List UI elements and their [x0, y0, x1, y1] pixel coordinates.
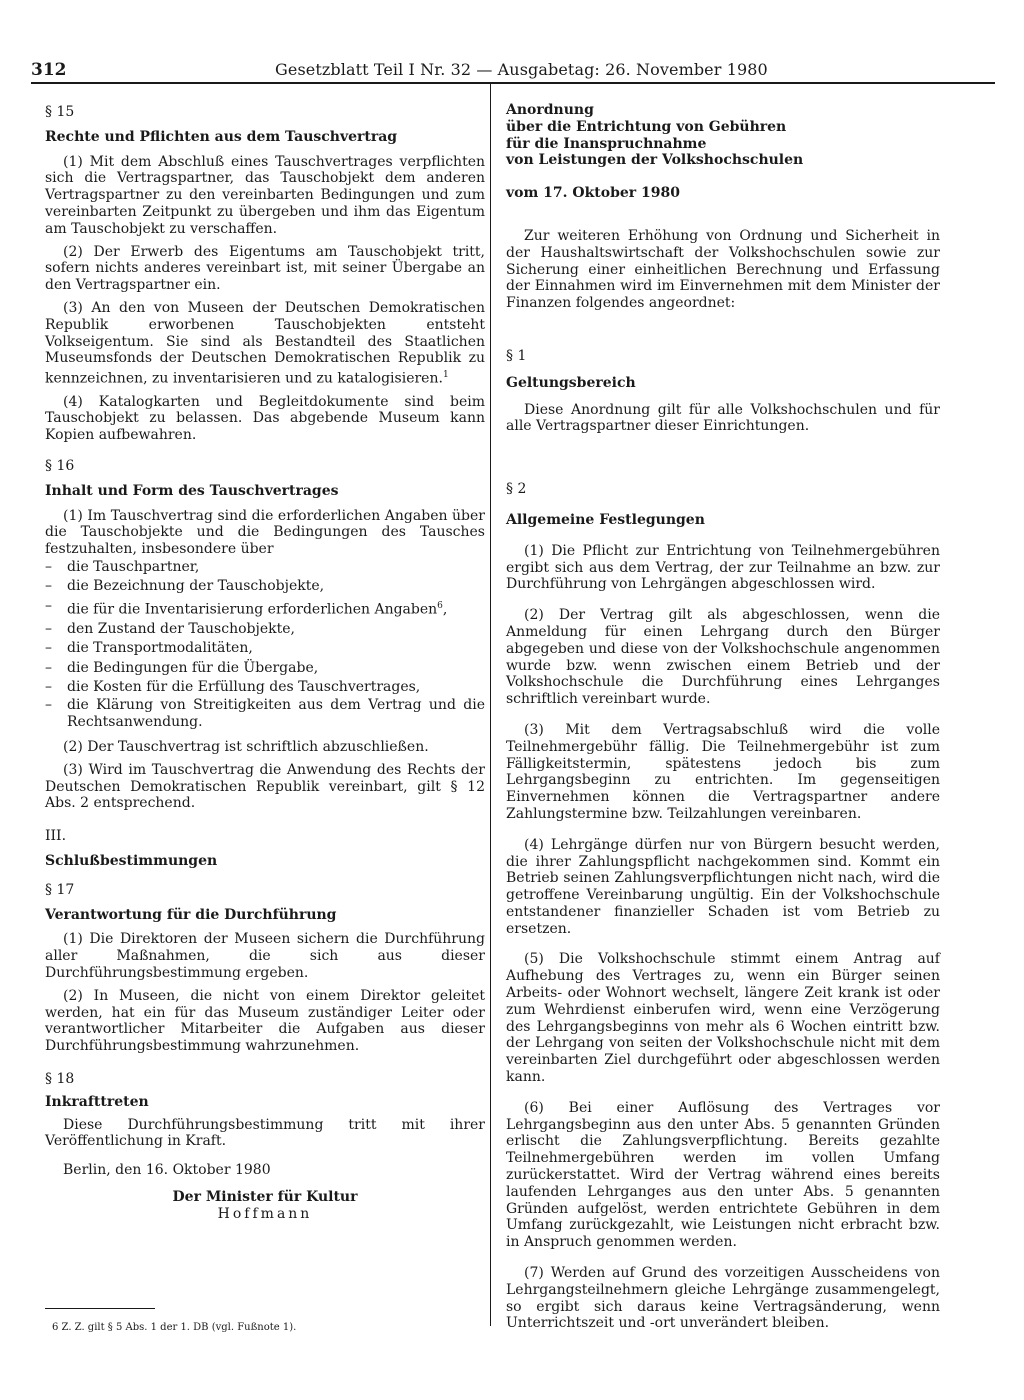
paragraph-16-1: (1) Im Tauschvertrag sind die erforderlichen Angaben über die Tauschobjekte und die Bedingungen des Tausches festzuhalten, insbesondere über [45, 507, 485, 558]
paragraph-17-2: (2) In Museen, die nicht von einem Direktor geleitet werden, hat ein für das Museum zuständiger Leiter oder verantwortlicher Mitarbeiter die Aufgaben aus dieser Durchführungsbestimmung wahrzunehmen. [45, 987, 485, 1055]
paragraph-18-1: Diese Durchführungsbestimmung tritt mit ihrer Veröffentlichung in Kraft. [45, 1116, 485, 1150]
paragraph-15-4: (4) Katalogkarten und Begleitdokumente sind beim Tauschobjekt zu belassen. Das abgebende Museum kann Kopien aufbewahren. [45, 393, 485, 444]
place-date: Berlin, den 16. Oktober 1980 [63, 1162, 271, 1179]
section-number-16: § 16 [45, 458, 75, 474]
page-number: 312 [31, 60, 67, 80]
section-number-17: § 17 [45, 881, 75, 898]
paragraph-16-2: (2) Der Tauschvertrag ist schriftlich abzuschließen. [63, 739, 429, 756]
tausch-items-list [45, 558, 485, 731]
footnote-ref-1: 1 [442, 370, 449, 381]
anordnung-title-line-1: Anordnung [506, 102, 594, 118]
list-item: – den Zustand der Tauschobjekte, [45, 620, 485, 639]
paragraph-16-3: (3) Wird im Tauschvertrag die Anwendung des Rechts der Deutschen Demokratischen Republik vereinbart, gilt § 12 Abs. 2 entsprechend. [45, 761, 485, 812]
paragraph-17-1: (1) Die Direktoren der Museen sichern die Durchführung aller Maßnahmen, die sich aus dieser Durchführungsbestimmung ergeben. [45, 931, 485, 982]
page-header-title: Gesetzblatt Teil I Nr. 32 — Ausgabetag: 26. November 1980 [275, 60, 768, 79]
section-title-2: Allgemeine Festlegungen [506, 511, 705, 528]
anordnung-date: vom 17. Oktober 1980 [506, 185, 681, 202]
signature-name: Hoffmann [217, 1205, 313, 1222]
section-title-18: Inkrafttreten [45, 1093, 149, 1110]
paragraph-2-1: (1) Die Pflicht zur Entrichtung von Teilnehmergebühren ergibt sich aus dem Vertrag, der zur Teilnahme an bzw. zur Durchführung von Lehrgängen abgeschlossen wird. [506, 542, 940, 593]
footnote-rule [45, 1308, 155, 1309]
paragraph-1: Diese Anordnung gilt für alle Volkshochschulen und für alle Vertragspartner dieser Einrichtungen. [506, 401, 940, 435]
section-title-17: Verantwortung für die Durchführung [45, 906, 337, 923]
paragraph-2-7: (7) Werden auf Grund des vorzeitigen Ausscheidens von Lehrgangsteilnehmern gleiche Lehrgänge zusammengelegt, so ergibt sich daraus keine Vertragsänderung, wenn Unterrichtszeit und -ort unverändert bleiben. [506, 1265, 940, 1332]
paragraph-2-4: (4) Lehrgänge dürfen nur von Bürgern besucht werden, die ihrer Zahlungspflicht nachgekommen sind. Kommt ein Betrieb seinen Zahlungsverpflichtungen nicht nach, wird die getroffene Vereinbarung ungültig. Ein der Volkshochschule entstandener finanzieller Schaden ist vom Betrieb zu ersetzen. [506, 836, 940, 937]
list-item: – die Kosten für die Erfüllung des Tauschvertrages, [45, 678, 485, 697]
footnote: 6 Z. Z. gilt § 5 Abs. 1 der 1. DB (vgl. Fußnote 1). [52, 1322, 297, 1333]
list-item: – die für die Inventarisierung erforderlichen Angaben$^6$, [45, 597, 485, 620]
part-number-3: III. [45, 828, 67, 845]
signature-org: Der Minister für Kultur [172, 1189, 358, 1206]
paragraph-2-5: (5) Die Volkshochschule stimmt einem Antrag auf Aufhebung des Vertrages zu, wenn ein Bürger seinen Arbeits- oder Wohnort wechselt, längere Zeit krank ist oder zum Wehrdienst einberufen wird, wenn eine Verzögerung des Lehrgangsbeginns von mehr als 6 Wochen eintritt bzw. der Lehrgang von seiten der Volkshochschule nicht mit dem vereinbarten Ziel durchgeführt oder abgeschlossen werden kann. [506, 951, 940, 1086]
section-number-18: § 18 [45, 1071, 75, 1088]
section-title-16: Inhalt und Form des Tauschvertrages [45, 482, 339, 499]
section-number-15: § 15 [45, 104, 75, 120]
paragraph-2-6: (6) Bei einer Auflösung des Vertrages vor Lehrgangsbeginn aus den unter Abs. 5 genannten Gründen erlischt die Zahlungsverpflichtung. Bereits gezahlte Teilnehmergebühren werden im vollen Umfang zurückerstattet. Wird der Vertrag während eines bereits laufenden Lehrganges aus den unter Abs. 5 genannten Gründen aufgelöst, werden entrichtete Gebühren in dem Umfang zurückgezahlt, wie Leistungen nicht erbracht bzw. in Anspruch genommen werden. [506, 1099, 940, 1251]
paragraph-15-3: (3) An den von Museen der Deutschen Demokratischen Republik erworbenen Tauschobjekten entsteht Volkseigentum. Sie sind als Bestandteil des Staatlichen Museumsfonds der Deutschen Demokratischen Republik zu kennzeichnen, zu inventarisieren und zu katalogisieren.$^1$ [45, 299, 485, 387]
list-item: – die Transportmodalitäten, [45, 639, 485, 658]
section-number-1: § 1 [506, 347, 527, 364]
anordnung-title-line-2: über die Entrichtung von Gebühren [506, 118, 787, 135]
left-column [45, 96, 485, 1223]
footnote-ref-6: 6 [437, 600, 443, 611]
header-rule [31, 82, 995, 84]
signature-block [45, 1189, 485, 1223]
anordnung-title-line-3: für die Inanspruchnahme [506, 135, 707, 152]
section-title-1: Geltungsbereich [506, 374, 636, 391]
paragraph-2-2: (2) Der Vertrag gilt als abgeschlossen, wenn die Anmeldung für einen Lehrgang durch den Bürger abgegeben und diese von der Volkshochschule angenommen wurde bzw. wenn zwischen einem Betrieb und der Volkshochschule die Durchführung eines Lehrganges schriftlich vereinbart wurde. [506, 607, 940, 708]
section-number-2: § 2 [506, 481, 527, 498]
list-item: – die Bedingungen für die Übergabe, [45, 659, 485, 678]
anordnung-title-line-4: von Leistungen der Volkshochschulen [506, 152, 804, 169]
list-item: – die Bezeichnung der Tauschobjekte, [45, 577, 485, 596]
list-item: – die Tauschpartner, [45, 558, 485, 577]
paragraph-15-1: (1) Mit dem Abschluß eines Tauschvertrages verpflichten sich die Vertragspartner, das Tauschobjekt dem anderen Vertragspartner zu den vereinbarten Bedingungen und zum vereinbarten Zeitpunkt zu übergeben und ihm das Eigentum am Tauschobjekt zu verschaffen. [45, 153, 485, 237]
paragraph-2-3: (3) Mit dem Vertragsabschluß wird die volle Teilnehmergebühr fällig. Die Teilnehmergebühr ist zum Fälligkeitstermin, spätestens jedoch bis zum Lehrgangsbeginn zu entrichten. Im gegenseitigen Einvernehmen können die Vertragspartner andere Zahlungstermine bzw. Teilzahlungen vereinbaren. [506, 721, 940, 822]
column-divider [490, 84, 491, 1326]
section-title-15: Rechte und Pflichten aus dem Tauschvertrag [45, 128, 398, 145]
paragraph-15-2: (2) Der Erwerb des Eigentums am Tauschobjekt tritt, sofern nichts anderes vereinbart ist, mit seiner Übergabe an den Vertragspartner ein. [45, 243, 485, 294]
intro-paragraph: Zur weiteren Erhöhung von Ordnung und Sicherheit in der Haushaltswirtschaft der Volkshochschulen sowie zur Sicherung einer einheitlichen Berechnung und Erfassung der Einnahmen wird im Einvernehmen mit dem Minister der Finanzen folgendes angeordnet: [506, 227, 940, 312]
right-column [506, 96, 940, 1332]
list-item: – die Klärung von Streitigkeiten aus dem Vertrag und die Rechtsanwendung. [45, 697, 485, 731]
part-title-3: Schlußbestimmungen [45, 853, 218, 870]
